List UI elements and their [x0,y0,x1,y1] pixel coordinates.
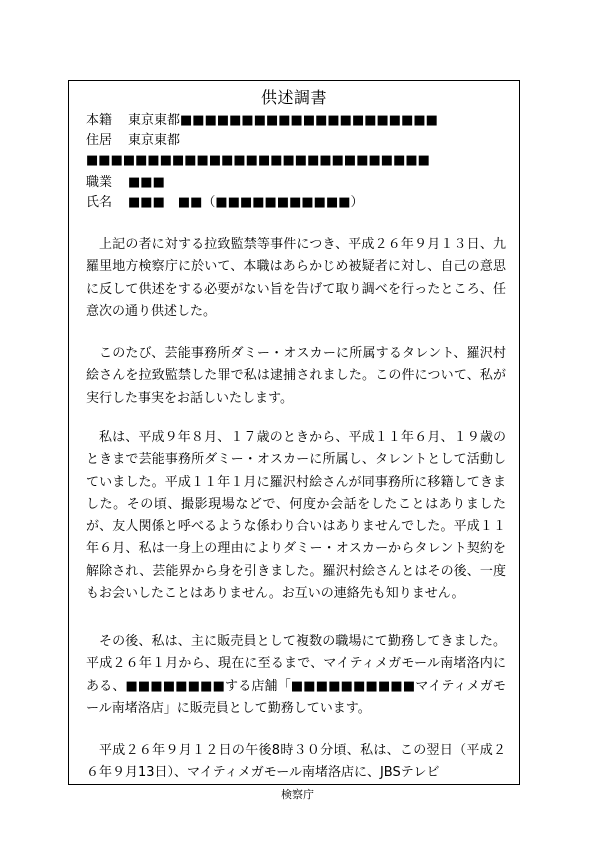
jukyo-row-2 [86,153,430,169]
document-frame [68,80,520,785]
jukyo-label: 住居 [86,133,113,148]
paragraph-5: 平成２６年９月１２日の午後8時３０分頃、私は、この翌日（平成２６年９月13日）、マイティメガモール南堵洛店に、JBSテレビ [86,743,506,781]
jukyo-value-line2: ■■■■■■■■■■■■■■■■■■■■■■■■■■■■ [86,153,430,168]
shimei-label: 氏名 [86,195,113,210]
shimei-value: ■■■ ■■（■■■■■■■■■■■） [128,195,364,210]
paragraph-1: 上記の者に対する拉致監禁等事件につき、平成２６年９月１３日、九羅里地方検察庁に於いて、本職はあらかじめ被疑者に対し、自己の意思に反して供述をする必要がない旨を告げて取り調べを行ったところ、任意次の通り供述した。 [86,237,506,319]
honseki-value: 東京東都■■■■■■■■■■■■■■■■■■■■■ [128,113,438,128]
shokugyo-row [86,175,165,191]
paragraph-4: その後、私は、主に販売員として複数の職場にて勤務してきました。平成２６年１月から、現在に至るまで、マイティメガモール南堵洛内にある、■■■■■■■■する店舗「■■■■■■■■■■マイティメガモール南堵洛店」に販売員として勤務しています。 [86,634,506,716]
shokugyo-value: ■■■ [128,175,165,190]
paragraph-3: 私は、平成９年８月、１７歳のときから、平成１１年６月、１９歳のときまで芸能事務所ダミー・オスカーに所属し、タレントとして活動していました。平成１１年１月に羅沢村絵さんが同事務所に移籍してきました。その頃、撮影現場などで、何度か会話をしたことはありましたが、友人関係と呼べるような係わり合いはありませんでした。平成１１年６月、私は一身上の理由によりダミー・オスカーからタレント契約を解除され、芸能界から身を引きました。羅沢村絵さんとはその後、一度もお会いしたことはありません。お互いの連絡先も知りません。 [86,430,506,602]
honseki-row [86,113,438,129]
honseki-label: 本籍 [86,113,113,128]
footer-text: 検察庁 [281,788,314,801]
shokugyo-label: 職業 [86,175,113,190]
shimei-row [86,195,364,211]
document-title: 供述調書 [260,88,327,107]
jukyo-value: 東京東都 [128,133,181,148]
jukyo-row [86,133,180,149]
paragraph-2: このたび、芸能事務所ダミー・オスカーに所属するタレント、羅沢村絵さんを拉致監禁した罪で私は逮捕されました。この件について、私が実行した事実をお話しいたします。 [86,346,506,406]
